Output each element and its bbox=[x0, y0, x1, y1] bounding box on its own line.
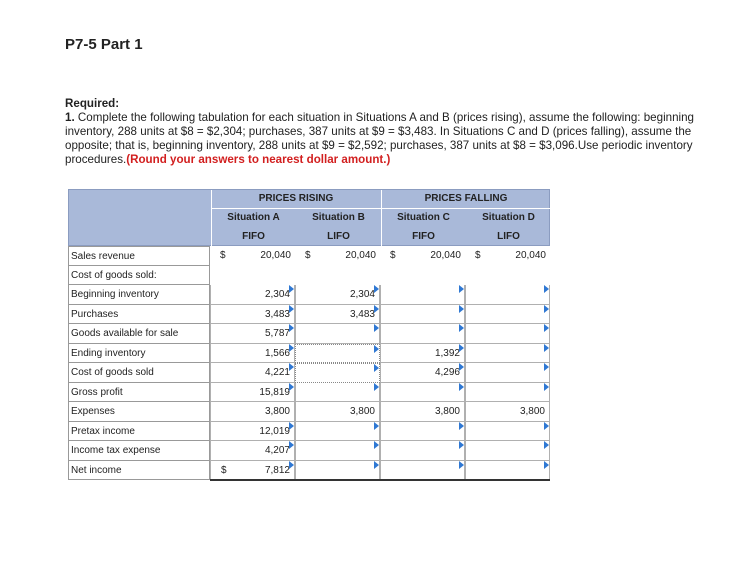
answer-cell[interactable] bbox=[295, 441, 380, 461]
answer-flag-icon bbox=[459, 285, 464, 293]
instructions bbox=[65, 97, 720, 167]
row-label: Net income bbox=[68, 461, 210, 481]
cell-value: 3,800 bbox=[349, 406, 375, 417]
answer-flag-icon bbox=[459, 441, 464, 449]
answer-flag-icon bbox=[289, 363, 294, 371]
answer-flag-icon bbox=[544, 324, 549, 332]
row-label: Ending inventory bbox=[68, 344, 210, 364]
answer-cell[interactable] bbox=[295, 422, 380, 442]
answer-cell[interactable] bbox=[210, 402, 295, 422]
answer-cell[interactable] bbox=[465, 285, 550, 305]
row-label: Gross profit bbox=[68, 383, 210, 403]
answer-cell bbox=[465, 266, 550, 286]
answer-cell[interactable] bbox=[380, 363, 465, 383]
prices-falling-header: PRICES FALLING bbox=[424, 193, 508, 204]
answer-flag-icon bbox=[289, 461, 294, 469]
header-divider bbox=[381, 190, 382, 247]
answer-cell[interactable] bbox=[210, 461, 295, 481]
answer-cell[interactable] bbox=[380, 305, 465, 325]
answer-cell[interactable] bbox=[465, 422, 550, 442]
answer-flag-icon bbox=[544, 422, 549, 430]
answer-cell[interactable] bbox=[210, 305, 295, 325]
method-d-header: LIFO bbox=[497, 231, 520, 242]
row-label: Cost of goods sold bbox=[68, 363, 210, 383]
answer-flag-icon bbox=[289, 285, 294, 293]
answer-flag-icon bbox=[374, 383, 379, 391]
row-label: Goods available for sale bbox=[68, 324, 210, 344]
answer-flag-icon bbox=[374, 324, 379, 332]
answer-flag-icon bbox=[459, 324, 464, 332]
answer-cell bbox=[380, 266, 465, 286]
answer-cell[interactable] bbox=[295, 285, 380, 305]
cell-value: 4,221 bbox=[264, 367, 290, 378]
cell-value: 20,040 bbox=[515, 250, 546, 261]
answer-cell[interactable] bbox=[210, 441, 295, 461]
cell-value: 20,040 bbox=[260, 250, 291, 261]
required-heading: Required: bbox=[65, 97, 120, 110]
dollar-sign: $ bbox=[305, 250, 311, 261]
answer-cell[interactable] bbox=[465, 363, 550, 383]
answer-cell[interactable] bbox=[210, 363, 295, 383]
cell-value: 3,800 bbox=[519, 406, 545, 417]
situation-b-header: Situation B bbox=[312, 212, 365, 223]
cell-value: 3,800 bbox=[264, 406, 290, 417]
method-c-header: FIFO bbox=[412, 231, 435, 242]
answer-cell[interactable] bbox=[465, 441, 550, 461]
answer-cell[interactable] bbox=[380, 344, 465, 364]
answer-flag-icon bbox=[289, 422, 294, 430]
answer-flag-icon bbox=[544, 305, 549, 313]
answer-cell[interactable] bbox=[380, 383, 465, 403]
cell-value: 2,304 bbox=[349, 289, 375, 300]
answer-cell[interactable] bbox=[380, 402, 465, 422]
rounding-note: (Round your answers to nearest dollar amount.) bbox=[126, 153, 391, 166]
cell-value: 5,787 bbox=[264, 328, 290, 339]
row-label: Pretax income bbox=[68, 422, 210, 442]
answer-cell[interactable] bbox=[295, 305, 380, 325]
table-header bbox=[68, 189, 550, 246]
answer-flag-icon bbox=[374, 364, 379, 372]
answer-flag-icon bbox=[374, 422, 379, 430]
answer-cell[interactable] bbox=[380, 324, 465, 344]
answer-cell[interactable] bbox=[210, 324, 295, 344]
dollar-sign: $ bbox=[475, 250, 481, 261]
method-b-header: LIFO bbox=[327, 231, 350, 242]
answer-flag-icon bbox=[544, 285, 549, 293]
answer-flag-icon bbox=[289, 324, 294, 332]
table-row bbox=[68, 285, 550, 305]
cell-value: 12,019 bbox=[259, 425, 290, 437]
answer-flag-icon bbox=[544, 441, 549, 449]
row-label: Cost of goods sold: bbox=[68, 266, 210, 286]
answer-flag-icon bbox=[374, 285, 379, 293]
answer-flag-icon bbox=[289, 344, 294, 352]
cell-value: 3,800 bbox=[434, 406, 460, 417]
answer-cell[interactable] bbox=[465, 402, 550, 422]
row-label: Beginning inventory bbox=[68, 285, 210, 305]
table-row bbox=[68, 324, 550, 344]
table-row bbox=[68, 305, 550, 325]
answer-flag-icon bbox=[544, 363, 549, 371]
row-label: Sales revenue bbox=[68, 246, 210, 266]
cell-value: 1,566 bbox=[264, 347, 290, 359]
answer-cell bbox=[295, 246, 380, 266]
answer-cell[interactable] bbox=[465, 324, 550, 344]
answer-cell bbox=[465, 246, 550, 266]
answer-flag-icon bbox=[544, 344, 549, 352]
header-divider bbox=[211, 190, 212, 247]
row-label: Income tax expense bbox=[68, 441, 210, 461]
answer-cell[interactable] bbox=[210, 383, 295, 403]
cell-value: 4,207 bbox=[264, 445, 290, 456]
answer-flag-icon bbox=[459, 305, 464, 313]
answer-cell bbox=[295, 266, 380, 286]
table-row bbox=[68, 402, 550, 422]
answer-cell bbox=[210, 266, 295, 286]
answer-cell[interactable] bbox=[295, 383, 380, 403]
cell-value: 2,304 bbox=[264, 289, 290, 300]
dollar-sign: $ bbox=[220, 250, 226, 261]
answer-cell[interactable] bbox=[295, 402, 380, 422]
answer-cell[interactable] bbox=[465, 383, 550, 403]
page-title: P7-5 Part 1 bbox=[65, 36, 143, 53]
answer-flag-icon bbox=[459, 461, 464, 469]
row-label: Expenses bbox=[68, 402, 210, 422]
answer-cell[interactable] bbox=[380, 422, 465, 442]
answer-cell[interactable] bbox=[295, 461, 380, 481]
dollar-sign: $ bbox=[390, 250, 396, 261]
cell-value: 1,392 bbox=[434, 347, 460, 359]
table-row bbox=[68, 383, 550, 403]
cell-value: 3,483 bbox=[264, 308, 290, 320]
answer-cell bbox=[380, 246, 465, 266]
situation-a-header: Situation A bbox=[227, 212, 280, 223]
answer-cell[interactable] bbox=[380, 461, 465, 481]
instruction-number: 1. bbox=[65, 111, 75, 124]
answer-cell[interactable] bbox=[295, 324, 380, 344]
answer-flag-icon bbox=[289, 441, 294, 449]
instruction-paragraph bbox=[65, 111, 720, 167]
answer-flag-icon bbox=[374, 345, 379, 353]
cell-value: 20,040 bbox=[430, 250, 461, 261]
answer-flag-icon bbox=[289, 305, 294, 313]
table-row bbox=[68, 266, 550, 286]
answer-flag-icon bbox=[459, 344, 464, 352]
answer-cell[interactable] bbox=[465, 305, 550, 325]
answer-flag-icon bbox=[374, 461, 379, 469]
cell-value: 4,296 bbox=[434, 367, 460, 378]
answer-cell[interactable] bbox=[295, 344, 380, 364]
cell-value: 20,040 bbox=[345, 250, 376, 261]
answer-flag-icon bbox=[544, 461, 549, 469]
instruction-text: Complete the following tabulation for each situation in Situations A and B (prices rising), assume the following: beginning inventory, 288 units at $8 = $2,304; purchases, 387 units at $9 = $3,483. In Situations C and D (prices falling), assume the opposite; that is, beginning inventory, 288 units at $9 = $2,592; purchases, 387 units at $8 = $3,096.Use periodic inventory procedures. bbox=[65, 111, 695, 166]
prices-rising-header: PRICES RISING bbox=[258, 193, 334, 204]
answer-cell[interactable] bbox=[210, 422, 295, 442]
cell-value: 3,483 bbox=[349, 308, 375, 320]
answer-cell[interactable] bbox=[465, 461, 550, 481]
method-a-header: FIFO bbox=[242, 231, 265, 242]
answer-flag-icon bbox=[289, 383, 294, 391]
answer-cell[interactable] bbox=[465, 344, 550, 364]
table-bottom-rule bbox=[210, 479, 550, 481]
table-row bbox=[68, 363, 550, 383]
answer-flag-icon bbox=[544, 383, 549, 391]
answer-flag-icon bbox=[459, 363, 464, 371]
answer-flag-icon bbox=[374, 305, 379, 313]
answer-flag-icon bbox=[459, 383, 464, 391]
table-row bbox=[68, 344, 550, 364]
answer-cell[interactable] bbox=[210, 344, 295, 364]
answer-cell[interactable] bbox=[210, 285, 295, 305]
answer-cell[interactable] bbox=[380, 285, 465, 305]
answer-cell bbox=[210, 246, 295, 266]
answer-flag-icon bbox=[459, 422, 464, 430]
situation-d-header: Situation D bbox=[482, 212, 535, 223]
table-row bbox=[68, 441, 550, 461]
table-row bbox=[68, 246, 550, 266]
table-row bbox=[68, 461, 550, 481]
answer-cell[interactable] bbox=[380, 441, 465, 461]
situation-c-header: Situation C bbox=[397, 212, 450, 223]
table-row bbox=[68, 422, 550, 442]
row-label: Purchases bbox=[68, 305, 210, 325]
cell-value: 7,812 bbox=[264, 464, 290, 476]
answer-flag-icon bbox=[374, 441, 379, 449]
cell-value: 15,819 bbox=[259, 386, 290, 398]
header-divider bbox=[211, 208, 551, 209]
dollar-sign: $ bbox=[221, 464, 227, 476]
answer-cell[interactable] bbox=[295, 363, 380, 383]
